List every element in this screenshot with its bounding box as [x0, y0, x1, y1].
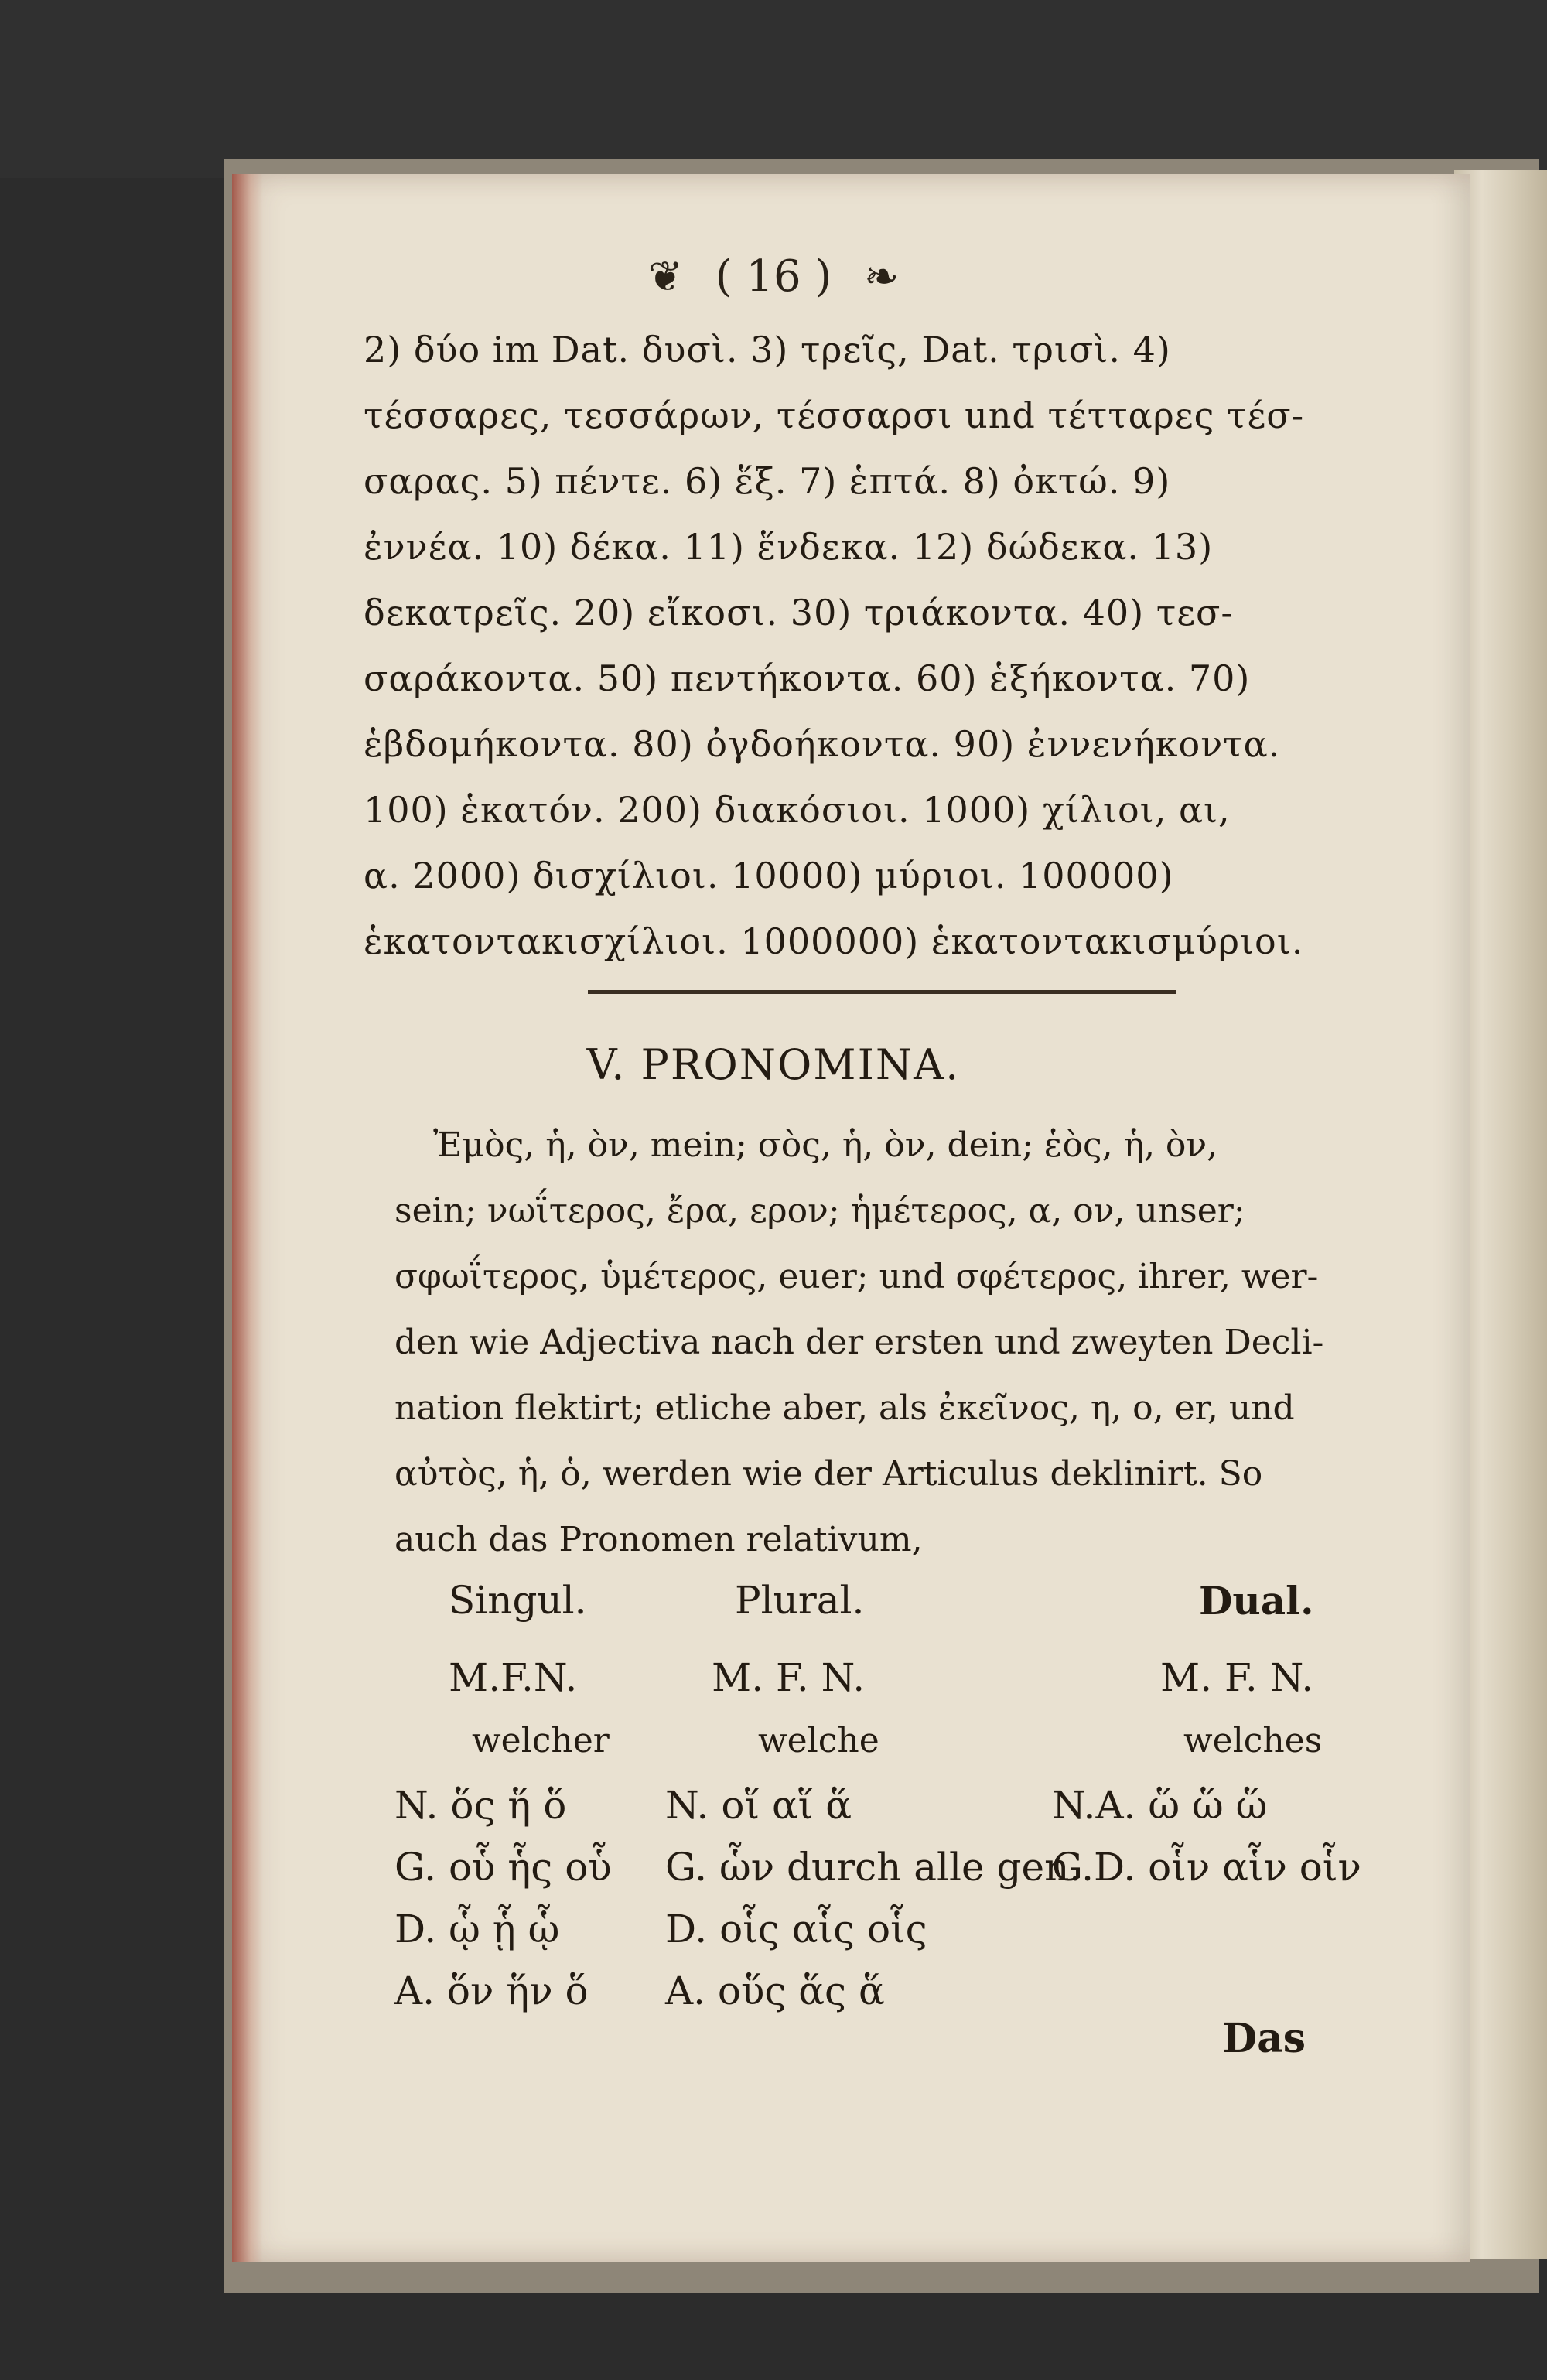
header-singular: Singul.: [449, 1578, 587, 1623]
text-line: αὐτὸς, ἡ, ὁ, werden wie der Articulus deklinirt. So: [394, 1454, 1263, 1494]
numeral-line: ἐννέα. 10) δέκα. 11) ἕνδεκα. 12) δώδεκα. 13): [364, 526, 1214, 568]
dual-row: N.A. ὥ ὥ ὥ: [1052, 1783, 1268, 1828]
left-ornament-icon: ❦: [647, 252, 683, 301]
text-line: sein; νωΐτερος, ἔρα, ερον; ἡμέτερος, α, ον, unser;: [394, 1191, 1245, 1231]
numeral-line: ἑκατοντακισχίλιοι. 1000000) ἑκατοντακισμύριοι.: [364, 920, 1304, 962]
page-header: [0, 251, 1547, 302]
text-line: nation flektirt; etliche aber, als ἐκεῖνος, η, ο, er, und: [394, 1388, 1295, 1428]
section-divider: [588, 990, 1176, 994]
page-number: ( 16 ): [715, 251, 832, 302]
german-singular: welcher: [472, 1721, 610, 1760]
singular-row: G. οὗ ἧς οὗ: [394, 1845, 612, 1890]
gender-dual: M. F. N.: [1160, 1655, 1314, 1700]
catchword: Das: [1222, 2015, 1306, 2062]
plural-row: G. ὧν durch alle gen.: [665, 1845, 1082, 1890]
numeral-line: τέσσαρες, τεσσάρων, τέσσαρσι und τέτταρες τέσ-: [364, 394, 1305, 436]
gender-plural: M. F. N.: [712, 1655, 866, 1700]
singular-row: A. ὅν ἥν ὅ: [394, 1969, 589, 2013]
header-dual: Dual.: [1199, 1578, 1314, 1624]
singular-row: N. ὅς ἥ ὅ: [394, 1783, 567, 1828]
page-gutter: [232, 174, 263, 2262]
german-plural: welche: [758, 1721, 879, 1760]
backdrop: [0, 0, 1547, 178]
text-line: den wie Adjectiva nach der ersten und zweyten Decli-: [394, 1323, 1324, 1362]
right-ornament-icon: ❧: [864, 252, 900, 301]
header-plural: Plural.: [735, 1578, 865, 1623]
text-line: auch das Pronomen relativum,: [394, 1520, 923, 1559]
plural-row: N. οἵ αἵ ἅ: [665, 1783, 852, 1828]
dual-row: G.D. οἷν αἷν οἷν: [1052, 1845, 1361, 1890]
text-line: Ἐμὸς, ἡ, ὸν, mein; σὸς, ἡ, ὸν, dein; ἑὸς, ἡ, ὸν,: [433, 1125, 1218, 1165]
text-line: σφωΐτερος, ὑμέτερος, euer; und σφέτερος, ihrer, wer-: [394, 1257, 1319, 1296]
numeral-line: ἑβδομήκοντα. 80) ὀγδοήκοντα. 90) ἐννενήκοντα.: [364, 723, 1281, 765]
gender-singular: M.F.N.: [449, 1655, 578, 1700]
numeral-line: α. 2000) δισχίλιοι. 10000) μύριοι. 100000): [364, 855, 1174, 896]
numeral-line: σαρας. 5) πέντε. 6) ἕξ. 7) ἑπτά. 8) ὀκτώ. 9): [364, 460, 1171, 502]
numeral-line: 100) ἑκατόν. 200) διακόσιοι. 1000) χίλιοι, αι,: [364, 789, 1231, 831]
section-title: V. PRONOMINA.: [586, 1040, 961, 1089]
german-dual: welches: [1183, 1721, 1323, 1760]
numeral-line: δεκατρεῖς. 20) εἴκοσι. 30) τριάκοντα. 40) τεσ-: [364, 592, 1234, 633]
plural-row: D. οἷς αἷς οἷς: [665, 1907, 927, 1951]
singular-row: D. ᾧ ᾗ ᾧ: [394, 1907, 560, 1951]
numeral-line: σαράκοντα. 50) πεντήκοντα. 60) ἑξήκοντα. 70): [364, 657, 1251, 699]
plural-row: A. οὕς ἅς ἅ: [665, 1969, 885, 2013]
numeral-line: 2) δύο im Dat. δυσὶ. 3) τρεῖς, Dat. τρισὶ. 4): [364, 329, 1171, 370]
